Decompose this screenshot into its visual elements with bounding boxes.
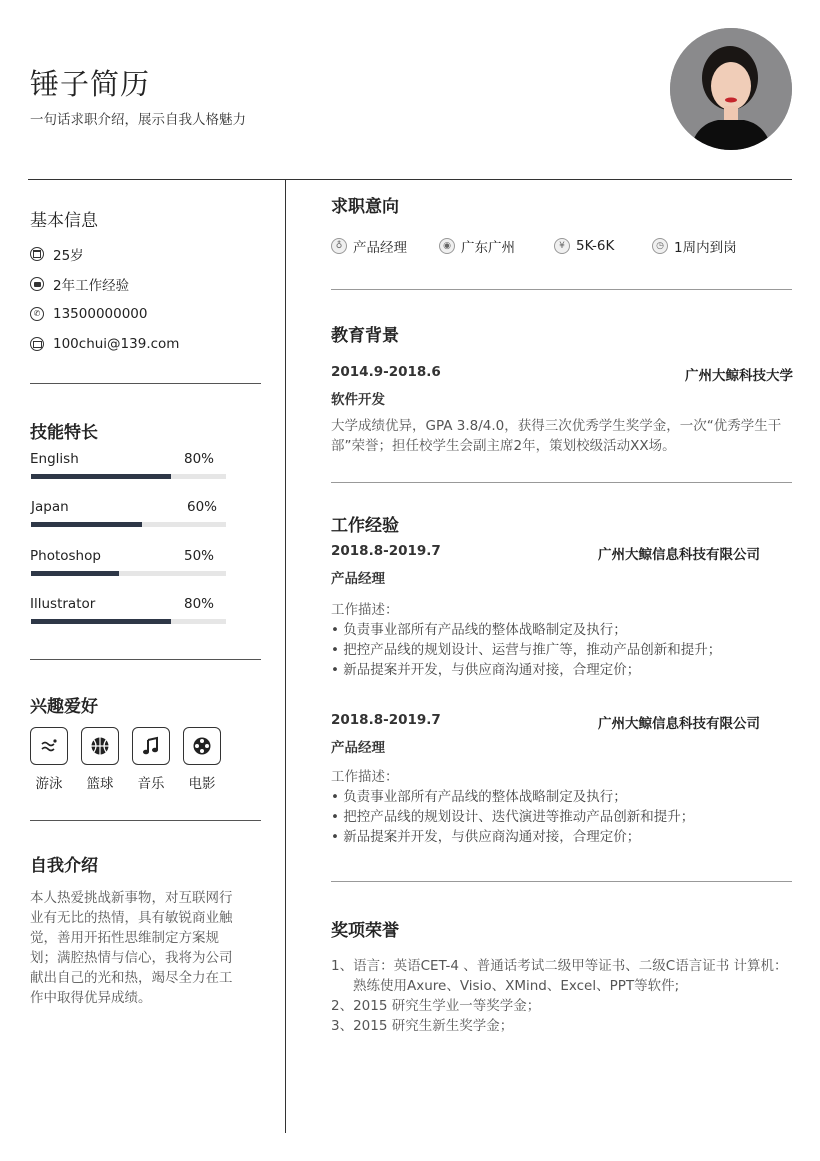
hobby-label: 游泳	[35, 776, 63, 792]
skill-bar-fill	[31, 474, 171, 479]
award-item: 1、语言：英语CET-4 、普通话考试二级甲等证书、二级C语言证书 计算机：	[331, 958, 788, 974]
age-row	[30, 244, 84, 264]
skill-bar	[31, 571, 226, 576]
job-company: 广州大鲸信息科技有限公司	[598, 547, 760, 563]
birthday-icon	[30, 247, 44, 261]
education-heading: 教育背景	[331, 326, 399, 346]
location-pin-icon: ◉	[439, 238, 455, 254]
header-divider	[28, 179, 792, 180]
resume-slogan: 一句话求职介绍，展示自我人格魅力	[30, 112, 246, 128]
job-desc-label: 工作描述：	[331, 602, 399, 618]
skill-percent: 60%	[187, 499, 218, 515]
film-icon	[183, 727, 221, 765]
intro-heading: 自我介绍	[30, 856, 98, 876]
job-bullet: • 负责事业部所有产品线的整体战略制定及执行；	[331, 789, 627, 805]
awards-heading: 奖项荣誉	[331, 921, 399, 941]
email-text: 100chui@139.com	[53, 336, 180, 352]
avatar-photo	[670, 28, 792, 150]
skill-bar	[31, 522, 226, 527]
hobbies-heading: 兴趣爱好	[30, 697, 98, 717]
avatar	[670, 28, 792, 150]
badge-icon: ♁	[331, 238, 347, 254]
basic-info-heading: 基本信息	[30, 211, 98, 231]
intent-city-text: 广东广州	[461, 240, 515, 256]
divider	[30, 659, 261, 660]
clock-icon: ◷	[652, 238, 668, 254]
experience-row	[30, 274, 129, 294]
hobby-label: 篮球	[86, 776, 114, 792]
skill-name: Photoshop	[30, 548, 101, 564]
skill-name: Japan	[31, 499, 69, 515]
experience-text: 2年工作经验	[53, 278, 130, 294]
divider	[30, 820, 261, 821]
phone-row	[30, 304, 147, 324]
resume-title: 锤子简历	[30, 67, 151, 101]
skill-bar	[31, 619, 226, 624]
intent-salary	[554, 236, 614, 256]
skill-name: Illustrator	[30, 596, 96, 612]
age-text: 25岁	[53, 248, 84, 264]
hobby-label: 电影	[188, 776, 216, 792]
intent-availability-text: 1周内到岗	[674, 240, 737, 256]
divider	[331, 482, 792, 483]
job-role: 产品经理	[331, 571, 385, 587]
job-desc-label: 工作描述：	[331, 769, 399, 785]
briefcase-icon	[30, 277, 44, 291]
basketball-icon	[81, 727, 119, 765]
education-date: 2014.9-2018.6	[331, 364, 441, 380]
phone-text: 13500000000	[53, 306, 148, 322]
intro-text: 本人热爱挑战新事物，对互联网行业有无比的热情，具有敏锐商业触觉，善用开拓性思维制定方案规划；满腔热情与信心，我将为公司献出自己的光和热，竭尽全力在工作中取得优异成绩。	[30, 890, 233, 1006]
hobby-label: 音乐	[137, 776, 165, 792]
skill-bar-fill	[31, 619, 171, 624]
award-item: 熟练使用Axure、Visio、XMind、Excel、PPT等软件;	[353, 978, 680, 994]
education-major: 软件开发	[331, 392, 385, 408]
skill-bar-fill	[31, 522, 142, 527]
award-item: 3、2015 研究生新生奖学金；	[331, 1018, 514, 1034]
intent-salary-text: 5K-6K	[576, 238, 615, 254]
divider	[331, 289, 792, 290]
job-role: 产品经理	[331, 740, 385, 756]
phone-icon: ✆	[30, 307, 44, 321]
skill-bar	[31, 474, 226, 479]
music-icon	[132, 727, 170, 765]
education-desc: 大学成绩优异，GPA 3.8/4.0，获得三次优秀学生奖学金，一次“优秀学生干部”荣誉；担任校学生会副主席2年，策划校级活动XX场。	[331, 418, 782, 454]
intent-position	[331, 236, 407, 256]
divider	[30, 383, 261, 384]
skills-heading: 技能特长	[30, 423, 98, 443]
job-bullet: • 把控产品线的规划设计、运营与推广等，推动产品创新和提升；	[331, 642, 722, 658]
job-date: 2018.8-2019.7	[331, 543, 441, 559]
divider	[331, 881, 792, 882]
job-date: 2018.8-2019.7	[331, 712, 441, 728]
skill-percent: 80%	[184, 596, 215, 612]
email-row	[30, 334, 179, 354]
education-school: 广州大鲸科技大学	[685, 368, 793, 384]
intent-position-text: 产品经理	[353, 240, 407, 256]
job-company: 广州大鲸信息科技有限公司	[598, 716, 760, 732]
yen-icon: ¥	[554, 238, 570, 254]
work-heading: 工作经验	[331, 516, 399, 536]
column-divider	[285, 179, 286, 1133]
intent-heading: 求职意向	[331, 197, 399, 217]
job-bullet: • 负责事业部所有产品线的整体战略制定及执行；	[331, 622, 627, 638]
skill-bar-fill	[31, 571, 119, 576]
skill-name: English	[30, 451, 79, 467]
skill-percent: 80%	[184, 451, 215, 467]
job-bullet: • 新品提案并开发，与供应商沟通对接，合理定价；	[331, 829, 641, 845]
award-item: 2、2015 研究生学业一等奖学金；	[331, 998, 541, 1014]
intent-availability	[652, 236, 737, 256]
swimming-icon	[30, 727, 68, 765]
intent-city	[439, 236, 515, 256]
job-bullet: • 新品提案并开发，与供应商沟通对接，合理定价；	[331, 662, 641, 678]
skill-percent: 50%	[184, 548, 215, 564]
email-icon	[30, 337, 44, 351]
job-bullet: • 把控产品线的规划设计、迭代演进等推动产品创新和提升；	[331, 809, 695, 825]
